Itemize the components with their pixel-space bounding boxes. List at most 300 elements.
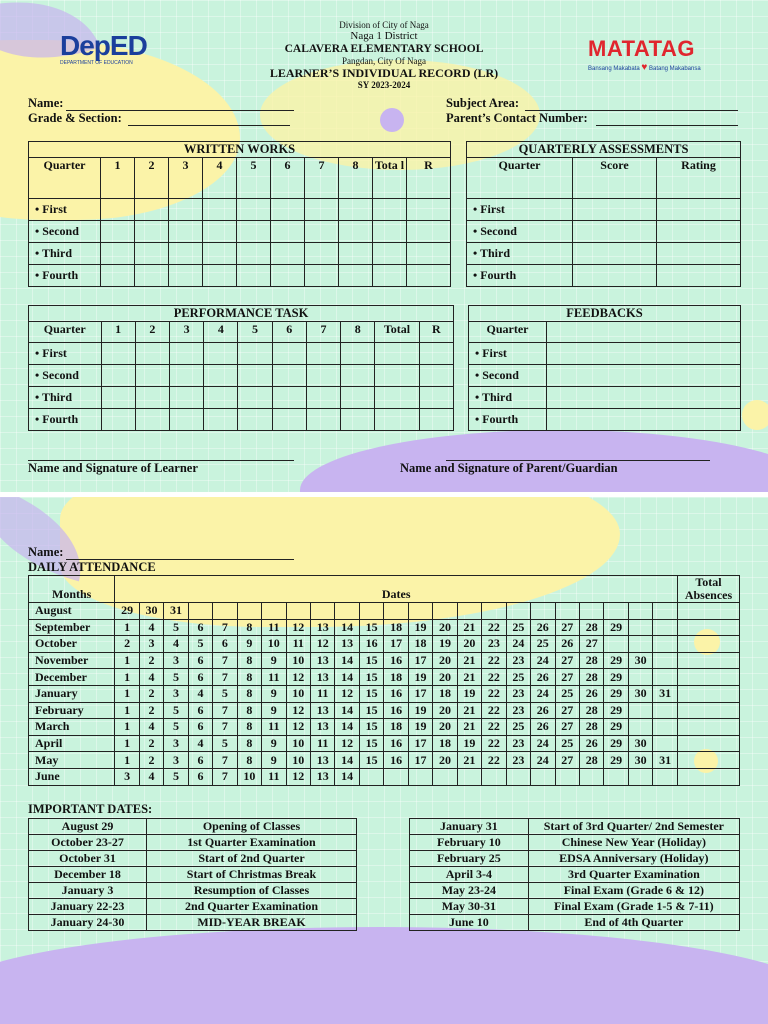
score-input-cell[interactable] — [169, 387, 203, 409]
date-cell[interactable]: 12 — [335, 735, 359, 752]
date-cell[interactable]: 25 — [555, 685, 579, 702]
empty-date-cell[interactable] — [531, 603, 555, 620]
date-cell[interactable]: 7 — [213, 768, 237, 785]
date-cell[interactable]: 1 — [115, 702, 139, 719]
score-input-cell[interactable] — [169, 199, 203, 221]
date-cell[interactable]: 19 — [408, 719, 432, 736]
date-cell[interactable]: 4 — [139, 669, 163, 686]
date-cell[interactable]: 5 — [164, 669, 188, 686]
entry-input-cell[interactable] — [573, 221, 657, 243]
entry-input-cell[interactable] — [573, 199, 657, 221]
grade-section-input-line[interactable] — [128, 125, 290, 126]
date-cell[interactable]: 27 — [555, 752, 579, 769]
date-cell[interactable]: 26 — [555, 636, 579, 653]
date-cell[interactable]: 29 — [604, 702, 628, 719]
date-cell[interactable]: 1 — [115, 735, 139, 752]
entry-input-cell[interactable] — [657, 199, 741, 221]
date-cell[interactable]: 22 — [482, 669, 506, 686]
score-input-cell[interactable] — [271, 221, 305, 243]
date-cell[interactable]: 25 — [555, 735, 579, 752]
date-cell[interactable]: 7 — [213, 619, 237, 636]
score-input-cell[interactable] — [419, 387, 453, 409]
score-input-cell[interactable] — [407, 199, 451, 221]
date-cell[interactable]: 11 — [262, 669, 286, 686]
empty-date-cell[interactable] — [531, 768, 555, 785]
entry-input-cell[interactable] — [573, 243, 657, 265]
date-cell[interactable]: 1 — [115, 652, 139, 669]
date-cell[interactable]: 12 — [286, 719, 310, 736]
empty-date-cell[interactable] — [604, 636, 628, 653]
date-cell[interactable]: 3 — [164, 652, 188, 669]
score-input-cell[interactable] — [407, 243, 451, 265]
score-input-cell[interactable] — [237, 265, 271, 287]
date-cell[interactable]: 17 — [408, 652, 432, 669]
date-cell[interactable]: 15 — [359, 669, 383, 686]
score-input-cell[interactable] — [135, 265, 169, 287]
date-cell[interactable]: 2 — [139, 735, 163, 752]
empty-date-cell[interactable] — [653, 768, 678, 785]
date-cell[interactable]: 31 — [164, 603, 188, 620]
score-input-cell[interactable] — [135, 243, 169, 265]
empty-date-cell[interactable] — [188, 603, 212, 620]
date-cell[interactable]: 16 — [384, 735, 408, 752]
date-cell[interactable]: 10 — [286, 752, 310, 769]
entry-input-cell[interactable] — [547, 365, 741, 387]
date-cell[interactable]: 24 — [531, 735, 555, 752]
date-cell[interactable]: 11 — [262, 768, 286, 785]
date-cell[interactable]: 13 — [310, 719, 334, 736]
score-input-cell[interactable] — [237, 199, 271, 221]
empty-date-cell[interactable] — [506, 603, 530, 620]
entry-input-cell[interactable] — [573, 265, 657, 287]
date-cell[interactable]: 24 — [531, 685, 555, 702]
score-input-cell[interactable] — [135, 221, 169, 243]
date-cell[interactable]: 17 — [408, 752, 432, 769]
total-absences-cell[interactable] — [678, 719, 740, 736]
date-cell[interactable]: 7 — [213, 752, 237, 769]
date-cell[interactable]: 9 — [262, 702, 286, 719]
score-input-cell[interactable] — [135, 199, 169, 221]
date-cell[interactable]: 23 — [506, 735, 530, 752]
date-cell[interactable]: 13 — [310, 619, 334, 636]
date-cell[interactable]: 31 — [653, 685, 678, 702]
date-cell[interactable]: 2 — [139, 652, 163, 669]
date-cell[interactable]: 10 — [286, 652, 310, 669]
date-cell[interactable]: 15 — [359, 652, 383, 669]
empty-date-cell[interactable] — [408, 603, 432, 620]
date-cell[interactable]: 29 — [604, 669, 628, 686]
date-cell[interactable]: 28 — [579, 652, 603, 669]
total-absences-cell[interactable] — [678, 752, 740, 769]
date-cell[interactable]: 22 — [482, 652, 506, 669]
score-input-cell[interactable] — [271, 199, 305, 221]
total-absences-cell[interactable] — [678, 702, 740, 719]
date-cell[interactable]: 11 — [310, 685, 334, 702]
date-cell[interactable]: 19 — [433, 636, 457, 653]
date-cell[interactable]: 5 — [213, 685, 237, 702]
date-cell[interactable]: 4 — [139, 619, 163, 636]
score-input-cell[interactable] — [272, 343, 306, 365]
date-cell[interactable]: 14 — [335, 752, 359, 769]
score-input-cell[interactable] — [101, 199, 135, 221]
empty-date-cell[interactable] — [653, 719, 678, 736]
empty-date-cell[interactable] — [457, 768, 481, 785]
date-cell[interactable]: 21 — [457, 669, 481, 686]
score-input-cell[interactable] — [373, 221, 407, 243]
score-input-cell[interactable] — [169, 265, 203, 287]
date-cell[interactable]: 23 — [506, 652, 530, 669]
date-cell[interactable]: 21 — [457, 752, 481, 769]
score-input-cell[interactable] — [373, 199, 407, 221]
date-cell[interactable]: 24 — [531, 752, 555, 769]
date-cell[interactable]: 16 — [384, 702, 408, 719]
date-cell[interactable]: 17 — [384, 636, 408, 653]
date-cell[interactable]: 20 — [433, 652, 457, 669]
empty-date-cell[interactable] — [628, 636, 652, 653]
date-cell[interactable]: 15 — [359, 619, 383, 636]
empty-date-cell[interactable] — [653, 735, 678, 752]
date-cell[interactable]: 8 — [237, 752, 261, 769]
date-cell[interactable]: 28 — [579, 669, 603, 686]
score-input-cell[interactable] — [375, 365, 419, 387]
total-absences-cell[interactable] — [678, 636, 740, 653]
empty-date-cell[interactable] — [482, 768, 506, 785]
date-cell[interactable]: 23 — [506, 702, 530, 719]
empty-date-cell[interactable] — [653, 603, 678, 620]
score-input-cell[interactable] — [271, 243, 305, 265]
date-cell[interactable]: 19 — [408, 669, 432, 686]
date-cell[interactable]: 16 — [384, 752, 408, 769]
date-cell[interactable]: 19 — [408, 619, 432, 636]
empty-date-cell[interactable] — [604, 768, 628, 785]
date-cell[interactable]: 6 — [188, 768, 212, 785]
date-cell[interactable]: 3 — [164, 685, 188, 702]
date-cell[interactable]: 31 — [653, 752, 678, 769]
date-cell[interactable]: 18 — [433, 685, 457, 702]
date-cell[interactable]: 30 — [628, 685, 652, 702]
empty-date-cell[interactable] — [433, 603, 457, 620]
date-cell[interactable]: 5 — [164, 768, 188, 785]
date-cell[interactable]: 6 — [213, 636, 237, 653]
empty-date-cell[interactable] — [653, 619, 678, 636]
entry-input-cell[interactable] — [657, 221, 741, 243]
date-cell[interactable]: 27 — [579, 636, 603, 653]
date-cell[interactable]: 29 — [604, 719, 628, 736]
score-input-cell[interactable] — [101, 221, 135, 243]
date-cell[interactable]: 14 — [335, 719, 359, 736]
date-cell[interactable]: 26 — [579, 685, 603, 702]
date-cell[interactable]: 23 — [506, 685, 530, 702]
date-cell[interactable]: 28 — [579, 619, 603, 636]
score-input-cell[interactable] — [305, 265, 339, 287]
date-cell[interactable]: 8 — [237, 669, 261, 686]
date-cell[interactable]: 1 — [115, 685, 139, 702]
date-cell[interactable]: 11 — [286, 636, 310, 653]
date-cell[interactable]: 29 — [604, 652, 628, 669]
score-input-cell[interactable] — [169, 343, 203, 365]
date-cell[interactable]: 6 — [188, 752, 212, 769]
date-cell[interactable]: 4 — [188, 735, 212, 752]
date-cell[interactable]: 22 — [482, 752, 506, 769]
score-input-cell[interactable] — [101, 409, 135, 431]
date-cell[interactable]: 16 — [384, 685, 408, 702]
score-input-cell[interactable] — [373, 243, 407, 265]
empty-date-cell[interactable] — [653, 636, 678, 653]
score-input-cell[interactable] — [238, 343, 272, 365]
date-cell[interactable]: 22 — [482, 719, 506, 736]
score-input-cell[interactable] — [419, 343, 453, 365]
empty-date-cell[interactable] — [457, 603, 481, 620]
date-cell[interactable]: 18 — [433, 735, 457, 752]
score-input-cell[interactable] — [204, 387, 238, 409]
date-cell[interactable]: 13 — [310, 752, 334, 769]
date-cell[interactable]: 25 — [506, 669, 530, 686]
date-cell[interactable]: 29 — [604, 735, 628, 752]
score-input-cell[interactable] — [375, 387, 419, 409]
total-absences-cell[interactable] — [678, 685, 740, 702]
entry-input-cell[interactable] — [547, 343, 741, 365]
date-cell[interactable]: 15 — [359, 702, 383, 719]
date-cell[interactable]: 3 — [115, 768, 139, 785]
date-cell[interactable]: 20 — [433, 669, 457, 686]
empty-date-cell[interactable] — [262, 603, 286, 620]
score-input-cell[interactable] — [419, 409, 453, 431]
date-cell[interactable]: 4 — [164, 636, 188, 653]
score-input-cell[interactable] — [135, 387, 169, 409]
empty-date-cell[interactable] — [286, 603, 310, 620]
date-cell[interactable]: 10 — [286, 735, 310, 752]
empty-date-cell[interactable] — [653, 669, 678, 686]
score-input-cell[interactable] — [419, 365, 453, 387]
score-input-cell[interactable] — [306, 343, 340, 365]
date-cell[interactable]: 29 — [115, 603, 139, 620]
score-input-cell[interactable] — [238, 387, 272, 409]
empty-date-cell[interactable] — [482, 603, 506, 620]
date-cell[interactable]: 9 — [262, 735, 286, 752]
date-cell[interactable]: 5 — [213, 735, 237, 752]
date-cell[interactable]: 6 — [188, 619, 212, 636]
date-cell[interactable]: 22 — [482, 735, 506, 752]
empty-date-cell[interactable] — [555, 768, 579, 785]
date-cell[interactable]: 4 — [139, 768, 163, 785]
score-input-cell[interactable] — [339, 243, 373, 265]
date-cell[interactable]: 10 — [262, 636, 286, 653]
score-input-cell[interactable] — [203, 265, 237, 287]
entry-input-cell[interactable] — [657, 265, 741, 287]
date-cell[interactable]: 28 — [579, 719, 603, 736]
date-cell[interactable]: 16 — [384, 652, 408, 669]
date-cell[interactable]: 1 — [115, 669, 139, 686]
date-cell[interactable]: 12 — [286, 702, 310, 719]
date-cell[interactable]: 21 — [457, 702, 481, 719]
score-input-cell[interactable] — [204, 343, 238, 365]
date-cell[interactable]: 11 — [310, 735, 334, 752]
date-cell[interactable]: 30 — [139, 603, 163, 620]
empty-date-cell[interactable] — [359, 603, 383, 620]
empty-date-cell[interactable] — [653, 702, 678, 719]
empty-date-cell[interactable] — [310, 603, 334, 620]
score-input-cell[interactable] — [339, 221, 373, 243]
empty-date-cell[interactable] — [628, 603, 652, 620]
score-input-cell[interactable] — [305, 243, 339, 265]
date-cell[interactable]: 27 — [555, 702, 579, 719]
date-cell[interactable]: 17 — [408, 685, 432, 702]
date-cell[interactable]: 7 — [213, 652, 237, 669]
date-cell[interactable]: 7 — [213, 719, 237, 736]
empty-date-cell[interactable] — [628, 669, 652, 686]
total-absences-cell[interactable] — [678, 669, 740, 686]
date-cell[interactable]: 20 — [433, 719, 457, 736]
empty-date-cell[interactable] — [408, 768, 432, 785]
score-input-cell[interactable] — [169, 365, 203, 387]
date-cell[interactable]: 10 — [237, 768, 261, 785]
empty-date-cell[interactable] — [433, 768, 457, 785]
total-absences-cell[interactable] — [678, 603, 740, 620]
empty-date-cell[interactable] — [628, 719, 652, 736]
score-input-cell[interactable] — [101, 365, 135, 387]
score-input-cell[interactable] — [375, 343, 419, 365]
date-cell[interactable]: 30 — [628, 735, 652, 752]
date-cell[interactable]: 24 — [531, 652, 555, 669]
date-cell[interactable]: 22 — [482, 619, 506, 636]
empty-date-cell[interactable] — [628, 619, 652, 636]
date-cell[interactable]: 1 — [115, 719, 139, 736]
score-input-cell[interactable] — [237, 221, 271, 243]
date-cell[interactable]: 8 — [237, 652, 261, 669]
empty-date-cell[interactable] — [579, 603, 603, 620]
empty-date-cell[interactable] — [384, 603, 408, 620]
date-cell[interactable]: 29 — [604, 752, 628, 769]
date-cell[interactable]: 28 — [579, 752, 603, 769]
date-cell[interactable]: 9 — [262, 685, 286, 702]
date-cell[interactable]: 14 — [335, 619, 359, 636]
date-cell[interactable]: 12 — [286, 768, 310, 785]
total-absences-cell[interactable] — [678, 652, 740, 669]
date-cell[interactable]: 29 — [604, 619, 628, 636]
score-input-cell[interactable] — [272, 365, 306, 387]
score-input-cell[interactable] — [203, 199, 237, 221]
score-input-cell[interactable] — [305, 199, 339, 221]
date-cell[interactable]: 2 — [115, 636, 139, 653]
empty-date-cell[interactable] — [359, 768, 383, 785]
date-cell[interactable]: 18 — [384, 619, 408, 636]
date-cell[interactable]: 2 — [139, 685, 163, 702]
date-cell[interactable]: 3 — [164, 735, 188, 752]
score-input-cell[interactable] — [204, 365, 238, 387]
date-cell[interactable]: 23 — [482, 636, 506, 653]
total-absences-cell[interactable] — [678, 735, 740, 752]
date-cell[interactable]: 20 — [433, 619, 457, 636]
date-cell[interactable]: 26 — [579, 735, 603, 752]
date-cell[interactable]: 26 — [531, 669, 555, 686]
date-cell[interactable]: 1 — [115, 752, 139, 769]
date-cell[interactable]: 15 — [359, 735, 383, 752]
date-cell[interactable]: 15 — [359, 752, 383, 769]
date-cell[interactable]: 9 — [262, 652, 286, 669]
date-cell[interactable]: 23 — [506, 752, 530, 769]
empty-date-cell[interactable] — [653, 652, 678, 669]
date-cell[interactable]: 12 — [335, 685, 359, 702]
date-cell[interactable]: 9 — [237, 636, 261, 653]
date-cell[interactable]: 25 — [506, 719, 530, 736]
date-cell[interactable]: 8 — [237, 735, 261, 752]
score-input-cell[interactable] — [272, 387, 306, 409]
date-cell[interactable]: 12 — [286, 669, 310, 686]
date-cell[interactable]: 4 — [188, 685, 212, 702]
score-input-cell[interactable] — [169, 243, 203, 265]
date-cell[interactable]: 26 — [531, 619, 555, 636]
date-cell[interactable]: 13 — [335, 636, 359, 653]
score-input-cell[interactable] — [339, 199, 373, 221]
score-input-cell[interactable] — [407, 265, 451, 287]
date-cell[interactable]: 20 — [433, 752, 457, 769]
score-input-cell[interactable] — [237, 243, 271, 265]
date-cell[interactable]: 6 — [188, 652, 212, 669]
date-cell[interactable]: 14 — [335, 702, 359, 719]
date-cell[interactable]: 7 — [213, 669, 237, 686]
date-cell[interactable]: 14 — [335, 768, 359, 785]
date-cell[interactable]: 17 — [408, 735, 432, 752]
score-input-cell[interactable] — [407, 221, 451, 243]
empty-date-cell[interactable] — [579, 768, 603, 785]
score-input-cell[interactable] — [272, 409, 306, 431]
score-input-cell[interactable] — [169, 221, 203, 243]
date-cell[interactable]: 12 — [310, 636, 334, 653]
empty-date-cell[interactable] — [555, 603, 579, 620]
date-cell[interactable]: 10 — [286, 685, 310, 702]
date-cell[interactable]: 7 — [213, 702, 237, 719]
total-absences-cell[interactable] — [678, 619, 740, 636]
date-cell[interactable]: 13 — [310, 768, 334, 785]
entry-input-cell[interactable] — [657, 243, 741, 265]
date-cell[interactable]: 26 — [531, 719, 555, 736]
score-input-cell[interactable] — [306, 365, 340, 387]
score-input-cell[interactable] — [135, 365, 169, 387]
date-cell[interactable]: 2 — [139, 702, 163, 719]
date-cell[interactable]: 22 — [482, 702, 506, 719]
date-cell[interactable]: 5 — [164, 619, 188, 636]
date-cell[interactable]: 27 — [555, 669, 579, 686]
date-cell[interactable]: 21 — [457, 719, 481, 736]
score-input-cell[interactable] — [341, 387, 375, 409]
date-cell[interactable]: 8 — [237, 702, 261, 719]
date-cell[interactable]: 21 — [457, 652, 481, 669]
total-absences-cell[interactable] — [678, 768, 740, 785]
date-cell[interactable]: 30 — [628, 652, 652, 669]
empty-date-cell[interactable] — [604, 603, 628, 620]
score-input-cell[interactable] — [135, 343, 169, 365]
date-cell[interactable]: 5 — [188, 636, 212, 653]
date-cell[interactable]: 22 — [482, 685, 506, 702]
date-cell[interactable]: 14 — [335, 652, 359, 669]
date-cell[interactable]: 20 — [433, 702, 457, 719]
empty-date-cell[interactable] — [506, 768, 530, 785]
empty-date-cell[interactable] — [335, 603, 359, 620]
score-input-cell[interactable] — [238, 365, 272, 387]
date-cell[interactable]: 2 — [139, 752, 163, 769]
date-cell[interactable]: 6 — [188, 669, 212, 686]
score-input-cell[interactable] — [375, 409, 419, 431]
date-cell[interactable]: 3 — [164, 752, 188, 769]
score-input-cell[interactable] — [238, 409, 272, 431]
date-cell[interactable]: 19 — [457, 685, 481, 702]
score-input-cell[interactable] — [339, 265, 373, 287]
score-input-cell[interactable] — [101, 243, 135, 265]
date-cell[interactable]: 19 — [408, 702, 432, 719]
date-cell[interactable]: 24 — [506, 636, 530, 653]
parent-contact-input-line[interactable] — [596, 125, 738, 126]
score-input-cell[interactable] — [306, 409, 340, 431]
